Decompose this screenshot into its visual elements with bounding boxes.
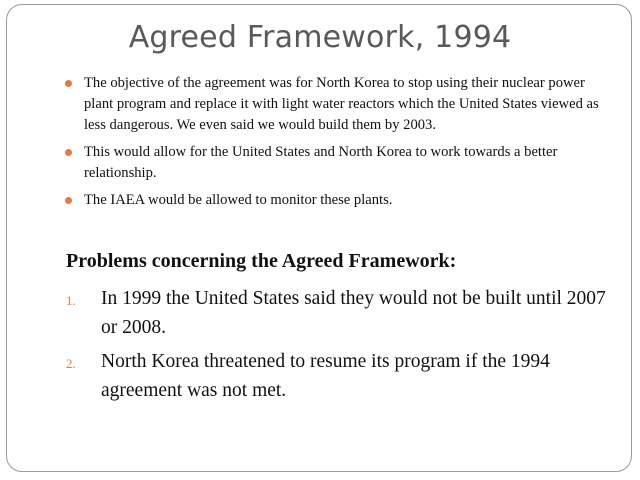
bullet-item bbox=[64, 73, 604, 136]
section-heading: Problems concerning the Agreed Framework: bbox=[66, 250, 457, 272]
numbered-item bbox=[66, 347, 606, 405]
numbered-text: North Korea threatened to resume its program if the 1994 agreement was not met. bbox=[101, 351, 550, 401]
item-number: 2. bbox=[66, 356, 76, 371]
slide-title: Agreed Framework, 1994 bbox=[128, 20, 512, 55]
bullet-list bbox=[64, 73, 604, 217]
item-number: 1. bbox=[66, 293, 76, 308]
numbered-item bbox=[66, 284, 606, 342]
numbered-list bbox=[66, 284, 606, 410]
bullet-dot-icon bbox=[65, 197, 72, 204]
bullet-text: The IAEA would be allowed to monitor these plants. bbox=[84, 192, 393, 208]
bullet-item bbox=[64, 142, 604, 184]
bullet-text: The objective of the agreement was for North Korea to stop using their nuclear power plant program and replace it with light water reactors which the United States viewed as less dangerous. We even said we would build them by 2003. bbox=[84, 75, 599, 133]
bullet-item bbox=[64, 190, 604, 211]
bullet-text: This would allow for the United States and North Korea to work towards a better relationship. bbox=[84, 144, 558, 181]
numbered-text: In 1999 the United States said they would not be built until 2007 or 2008. bbox=[101, 288, 606, 338]
bullet-dot-icon bbox=[65, 80, 72, 87]
bullet-dot-icon bbox=[65, 149, 72, 156]
